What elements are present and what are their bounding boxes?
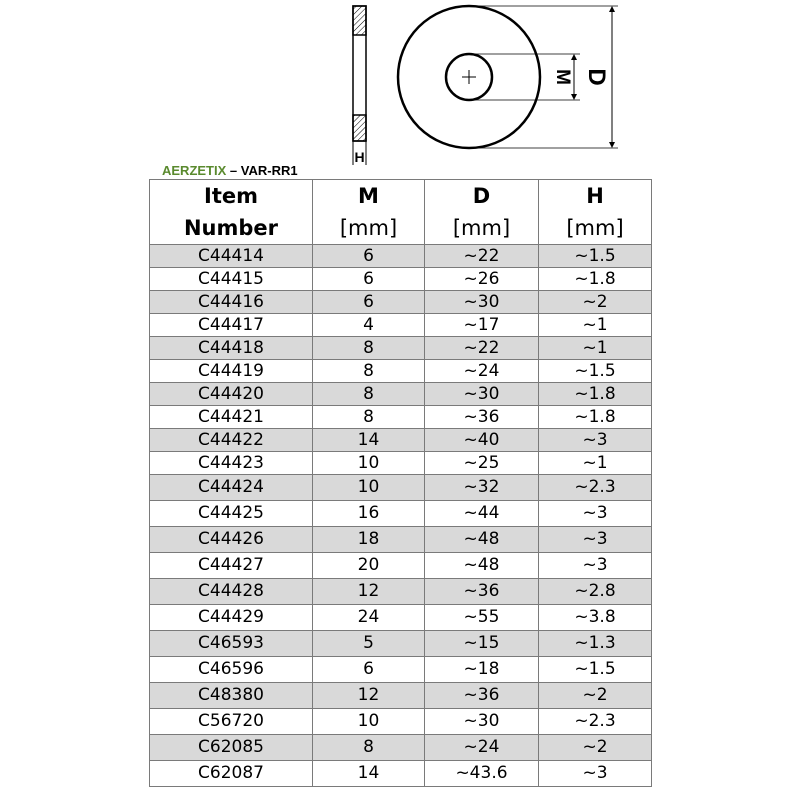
header-row <box>150 180 652 245</box>
cell-d: ~22 <box>425 337 539 360</box>
cell-h: ~1.8 <box>539 268 652 291</box>
table-row <box>150 657 652 683</box>
model-name: VAR-RR1 <box>240 163 298 178</box>
cell-item-number: C48380 <box>150 683 313 709</box>
cell-h: ~2.3 <box>539 475 652 501</box>
cell-d: ~36 <box>425 579 539 605</box>
washer-side-view <box>353 6 366 165</box>
cell-m: 10 <box>313 475 425 501</box>
cell-m: 24 <box>313 605 425 631</box>
cell-d: ~26 <box>425 268 539 291</box>
cell-d: ~25 <box>425 452 539 475</box>
cell-h: ~2 <box>539 683 652 709</box>
table-row <box>150 383 652 406</box>
table-row <box>150 631 652 657</box>
cell-m: 6 <box>313 291 425 314</box>
cell-h: ~1.5 <box>539 360 652 383</box>
cell-item-number: C44414 <box>150 245 313 268</box>
cell-h: ~1.8 <box>539 383 652 406</box>
cell-m: 18 <box>313 527 425 553</box>
cell-m: 20 <box>313 553 425 579</box>
cell-h: ~3 <box>539 501 652 527</box>
h-dimension-label: H <box>354 149 365 165</box>
cell-m: 8 <box>313 360 425 383</box>
cell-item-number: C44421 <box>150 406 313 429</box>
header-m: M [mm] <box>313 180 425 245</box>
cell-h: ~3 <box>539 553 652 579</box>
specification-table <box>149 179 652 787</box>
cell-d: ~24 <box>425 360 539 383</box>
table-row <box>150 245 652 268</box>
cell-item-number: C46596 <box>150 657 313 683</box>
cell-item-number: C44417 <box>150 314 313 337</box>
cell-item-number: C62087 <box>150 761 313 787</box>
cell-item-number: C44424 <box>150 475 313 501</box>
cell-d: ~24 <box>425 735 539 761</box>
d-dimension-label: D <box>583 68 610 86</box>
cell-h: ~3 <box>539 761 652 787</box>
cell-m: 8 <box>313 735 425 761</box>
cell-d: ~36 <box>425 683 539 709</box>
cell-h: ~2 <box>539 735 652 761</box>
table-row <box>150 314 652 337</box>
cell-d: ~36 <box>425 406 539 429</box>
cell-d: ~30 <box>425 709 539 735</box>
table-row <box>150 475 652 501</box>
cell-d: ~55 <box>425 605 539 631</box>
cell-item-number: C44428 <box>150 579 313 605</box>
cell-h: ~1 <box>539 452 652 475</box>
washer-front-view <box>398 6 618 148</box>
cell-item-number: C62085 <box>150 735 313 761</box>
cell-m: 12 <box>313 683 425 709</box>
cell-item-number: C44422 <box>150 429 313 452</box>
cell-d: ~15 <box>425 631 539 657</box>
cell-item-number: C46593 <box>150 631 313 657</box>
table-row <box>150 501 652 527</box>
cell-m: 8 <box>313 383 425 406</box>
cell-h: ~3 <box>539 527 652 553</box>
cell-h: ~1 <box>539 337 652 360</box>
cell-m: 4 <box>313 314 425 337</box>
table-row <box>150 605 652 631</box>
cell-item-number: C44423 <box>150 452 313 475</box>
product-caption <box>162 163 298 178</box>
cell-d: ~30 <box>425 383 539 406</box>
cell-m: 12 <box>313 579 425 605</box>
table-row <box>150 360 652 383</box>
header-d: D [mm] <box>425 180 539 245</box>
table-row <box>150 406 652 429</box>
cell-item-number: C44415 <box>150 268 313 291</box>
cell-d: ~48 <box>425 553 539 579</box>
cell-m: 10 <box>313 709 425 735</box>
table-row <box>150 761 652 787</box>
cell-m: 14 <box>313 429 425 452</box>
cell-m: 8 <box>313 406 425 429</box>
table-row <box>150 291 652 314</box>
cell-d: ~48 <box>425 527 539 553</box>
cell-item-number: C44426 <box>150 527 313 553</box>
cell-item-number: C44425 <box>150 501 313 527</box>
cell-d: ~17 <box>425 314 539 337</box>
cell-d: ~40 <box>425 429 539 452</box>
cell-d: ~30 <box>425 291 539 314</box>
cell-d: ~18 <box>425 657 539 683</box>
table-row <box>150 527 652 553</box>
cell-item-number: C44416 <box>150 291 313 314</box>
cell-h: ~2.3 <box>539 709 652 735</box>
table-row <box>150 452 652 475</box>
cell-m: 10 <box>313 452 425 475</box>
cell-m: 6 <box>313 245 425 268</box>
cell-m: 5 <box>313 631 425 657</box>
cell-item-number: C44429 <box>150 605 313 631</box>
cell-h: ~2.8 <box>539 579 652 605</box>
cell-item-number: C44419 <box>150 360 313 383</box>
m-dimension-label: M <box>552 69 573 85</box>
caption-separator: – <box>226 163 241 178</box>
cell-h: ~1.5 <box>539 657 652 683</box>
brand-name: AERZETIX <box>162 163 227 178</box>
cell-h: ~3 <box>539 429 652 452</box>
table-row <box>150 337 652 360</box>
cell-m: 6 <box>313 268 425 291</box>
table-row <box>150 429 652 452</box>
cell-d: ~44 <box>425 501 539 527</box>
header-item-number: Item Number <box>150 180 313 245</box>
cell-m: 16 <box>313 501 425 527</box>
table-row <box>150 268 652 291</box>
cell-d: ~32 <box>425 475 539 501</box>
cell-d: ~22 <box>425 245 539 268</box>
table-row <box>150 735 652 761</box>
cell-h: ~1.8 <box>539 406 652 429</box>
cell-h: ~3.8 <box>539 605 652 631</box>
cell-item-number: C44427 <box>150 553 313 579</box>
cell-h: ~1 <box>539 314 652 337</box>
header-h: H [mm] <box>539 180 652 245</box>
cell-m: 6 <box>313 657 425 683</box>
cell-h: ~2 <box>539 291 652 314</box>
cell-item-number: C56720 <box>150 709 313 735</box>
cell-m: 14 <box>313 761 425 787</box>
cell-h: ~1.3 <box>539 631 652 657</box>
cell-d: ~43.6 <box>425 761 539 787</box>
cell-m: 8 <box>313 337 425 360</box>
washer-diagram <box>0 0 800 165</box>
table-row <box>150 553 652 579</box>
cell-item-number: C44420 <box>150 383 313 406</box>
table-row <box>150 683 652 709</box>
cell-item-number: C44418 <box>150 337 313 360</box>
table-row <box>150 709 652 735</box>
cell-h: ~1.5 <box>539 245 652 268</box>
table-row <box>150 579 652 605</box>
